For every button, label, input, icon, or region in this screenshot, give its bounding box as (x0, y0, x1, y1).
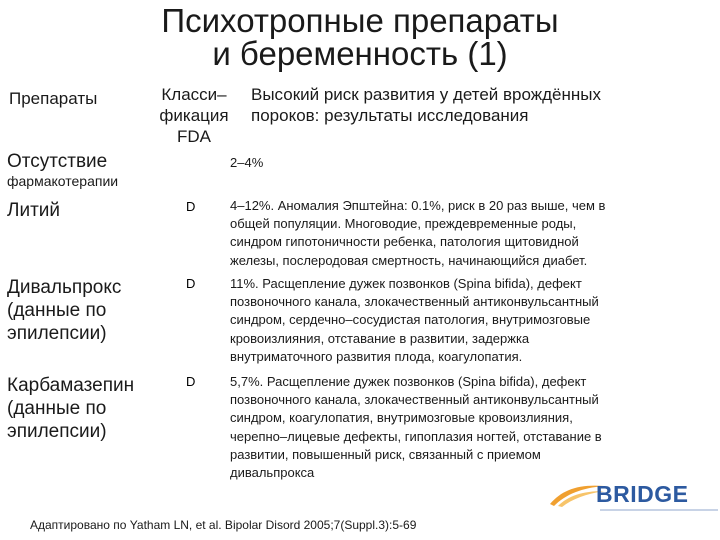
drug-name-line-3: эпилепсии) (7, 421, 107, 442)
header-risk (251, 84, 691, 126)
row-fda-class-divalproex: D (186, 276, 196, 291)
drug-name-line-1: Литий (7, 200, 61, 221)
drug-name-line-2: фармакотерапии (7, 173, 119, 189)
bridge-logo (548, 480, 720, 516)
risk-line: кровоизлияния, отставание в развитии, задержка (230, 330, 530, 346)
header-risk-line-2: пороков: результаты исследования (251, 106, 529, 125)
risk-line: 5,7%. Расщепление дужек позвонков (Spina bifida), дефект (230, 374, 587, 389)
row-drug-no-therapy (7, 150, 118, 189)
title-line-1: Психотропные препараты (161, 2, 559, 39)
logo-text: BRIDGE (596, 481, 689, 507)
risk-line: железы, послеродовая смертность, начинающийся диабет. (230, 252, 588, 268)
title-line-2: и беременность (1) (212, 35, 508, 72)
drug-name-line-1: Карбамазепин (7, 375, 135, 396)
risk-line: дивальпрокса (230, 465, 315, 481)
risk-line: черепно–лицевые дефекты, гипоплазия ногтей, отставание в (230, 428, 602, 444)
risk-line: синдром гипотоничности ребенка, патология щитовидной (230, 234, 579, 250)
row-drug-divalproex (7, 276, 121, 345)
risk-line: 2–4% (230, 155, 264, 170)
row-fda-class-lithium: D (186, 199, 196, 214)
risk-line: 4–12%. Аномалия Эпштейна: 0.1%, риск в 20 раз выше, чем в (230, 198, 606, 213)
logo-tagline-mark (600, 506, 718, 514)
risk-line: позвоночного канала, злокачественный антиконвульсантный (230, 294, 599, 310)
header-fda-classification (146, 84, 242, 147)
header-fda-line-2: фикация (159, 106, 229, 125)
drug-name-line-2: (данные по (7, 398, 107, 419)
drug-name-line-3: эпилепсии) (7, 323, 107, 344)
row-fda-class-carbamazepine: D (186, 374, 196, 389)
header-fda-line-1: Класси– (161, 85, 227, 104)
slide-title (0, 4, 720, 70)
risk-line: позвоночного канала, злокачественный антиконвульсантный (230, 392, 599, 408)
header-drugs: Препараты (9, 89, 98, 108)
risk-line: внутриматочного развития плода, коагулопатия. (230, 348, 523, 364)
row-risk-no-therapy (230, 154, 700, 172)
row-risk-carbamazepine (230, 373, 700, 482)
risk-line: синдром, коагулопатия, внутримозговые кровоизлияния, (230, 410, 573, 426)
risk-line: общей популяции. Многоводие, преждевременные роды, (230, 216, 577, 232)
row-drug-carbamazepine (7, 374, 134, 443)
risk-line: синдром, сердечно–сосудистая патология, внутримозговые (230, 312, 591, 328)
drug-name-line-2: (данные по (7, 300, 107, 321)
drug-name-line-1: Дивальпрокс (7, 277, 122, 298)
row-risk-lithium (230, 197, 700, 270)
risk-line: развитии, повышенный риск, связанный с приемом (230, 446, 541, 462)
header-risk-line-1: Высокий риск развития у детей врождённых (251, 85, 602, 104)
drug-name-line-1: Отсутствие (7, 151, 108, 172)
row-drug-lithium (7, 199, 60, 222)
header-fda-line-3: FDA (177, 127, 211, 146)
source-citation: Адаптировано по Yatham LN, et al. Bipolar Disord 2005;7(Suppl.3):5-69 (30, 518, 417, 532)
risk-line: 11%. Расщепление дужек позвонков (Spina bifida), дефект (230, 276, 582, 291)
row-risk-divalproex (230, 275, 700, 366)
